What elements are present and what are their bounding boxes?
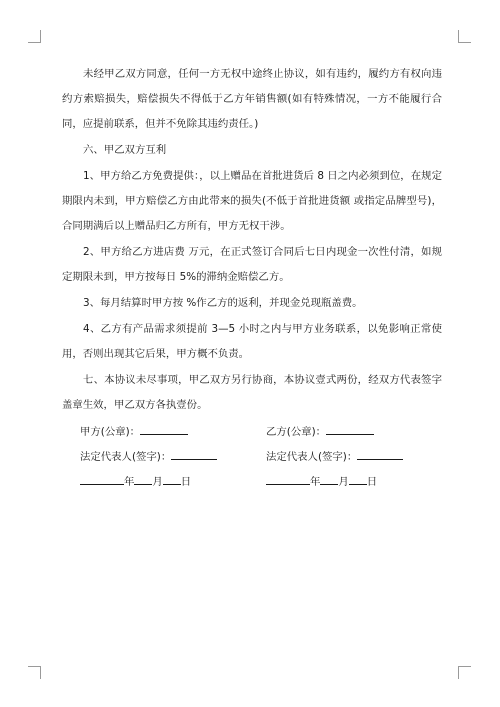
section-seven: 七、本协议未尽事项，甲乙双方另行协商，本协议壹式两份，经双方代表签字盖章生效，甲乙双方各执壹份。 [62, 374, 442, 411]
party-a-day-blank [163, 473, 181, 485]
crop-mark-bottom-right [458, 666, 471, 679]
party-a-seal-label: 甲方(公章)： [80, 426, 141, 438]
clause-2: 2、甲方给乙方进店费 万元，在正式签订合同后七日内现金一次性付清，如规定期限未到，甲方按每日 5%的滞纳金赔偿乙方。 [62, 246, 442, 283]
party-b-rep-blank [357, 448, 403, 460]
party-a-month-blank [134, 473, 152, 485]
party-b-seal-blank [326, 423, 374, 435]
party-b-day-blank [349, 473, 367, 485]
document-body [62, 62, 442, 418]
party-b-month-blank [320, 473, 338, 485]
party-a-month-label: 月 [152, 476, 163, 488]
party-a-seal [80, 423, 188, 439]
party-b-date [266, 473, 377, 489]
breach-paragraph: 未经甲乙双方同意，任何一方无权中途终止协议，如有违约，履约方有权向违约方索赔损失，赔偿损失不得低于乙方年销售额(如有特殊情况，一方不能履行合同，应提前联系，但并不免除其违约责任。) [62, 68, 442, 130]
party-b-year-blank [266, 473, 310, 485]
party-b-day-label: 日 [366, 476, 378, 488]
clause-1: 1、甲方给乙方免费提供：，以上赠品在首批进货后 8 日之内必须到位，在规定期限内未到，甲方赔偿乙方由此带来的损失(不低于首批进货额 或指定品牌型号)，合同期满后以上赠品归乙方所有，甲方无权干涉。 [62, 170, 442, 232]
party-a-representative [80, 448, 217, 464]
party-a-rep-blank [171, 448, 217, 460]
party-b-rep-label: 法定代表人(签字)： [266, 451, 358, 463]
clause-4: 4、乙方有产品需求须提前 3—5 小时之内与甲方业务联系，以免影响正常使用，否则出现其它后果，甲方概不负责。 [62, 323, 442, 360]
party-a-day-label: 日 [180, 476, 192, 488]
party-a-date [80, 473, 191, 489]
party-b-representative [266, 448, 403, 464]
party-b-year-label: 年 [310, 476, 321, 488]
clause-3: 3、每月结算时甲方按 %作乙方的返利，并现金兑现瓶盖费。 [83, 297, 363, 309]
party-b-seal-label: 乙方(公章)： [266, 426, 327, 438]
party-b-seal [266, 423, 374, 439]
crop-mark-top-right [458, 30, 471, 43]
party-b-month-label: 月 [338, 476, 349, 488]
crop-mark-bottom-left [28, 666, 41, 679]
party-a-rep-label: 法定代表人(签字)： [80, 451, 172, 463]
crop-mark-top-left [28, 30, 41, 43]
party-a-year-blank [80, 473, 124, 485]
party-a-year-label: 年 [124, 476, 135, 488]
section-six-heading: 六、甲乙双方互利 [83, 144, 167, 156]
party-a-seal-blank [140, 423, 188, 435]
